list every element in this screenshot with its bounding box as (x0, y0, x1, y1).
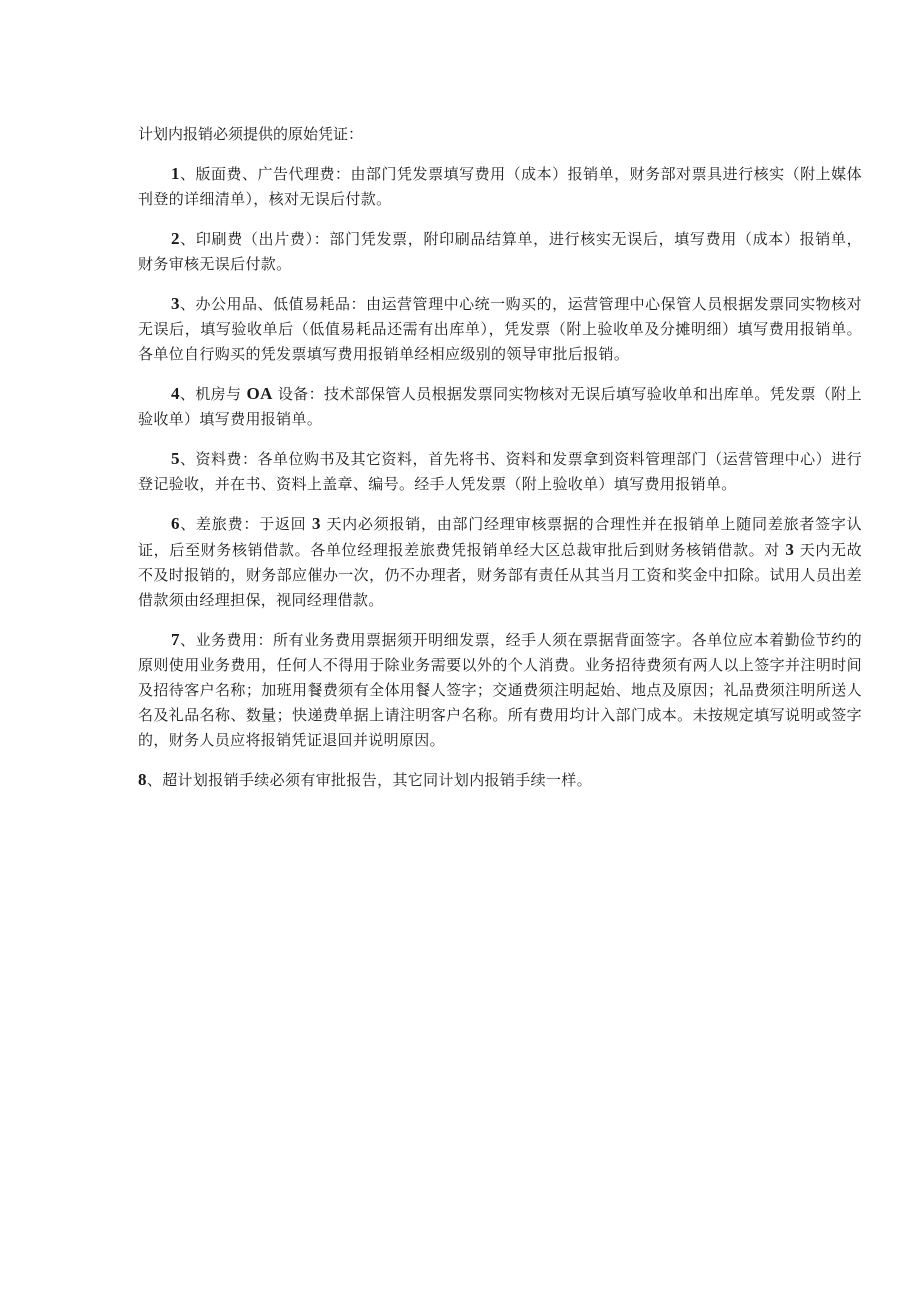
item-5 (138, 446, 862, 497)
intro-line: 计划内报销必须提供的原始凭证： (138, 125, 364, 143)
item-text: 、业务费用：所有业务费用票据须开明细发票，经手人须在票据背面签字。各单位应本着勤俭节约的原则使用业务费用，任何人不得用于除业务需要以外的个人消费。业务招待费须有两人以上签字并注明时间及招待客户名称；加班用餐费须有全体用餐人签字；交通费须注明起始、地点及原因；礼品费须注明所送人名及礼品名称、数量；快递费单据上请注明客户名称。所有费用均计入部门成本。未按规定填写说明或签字的，财务人员应将报销凭证退回并说明原因。 (138, 631, 862, 749)
days-count: 3 (311, 514, 321, 533)
item-text: 、机房与 (179, 385, 242, 403)
item-1 (138, 161, 862, 212)
item-text: 天内无故不及时报销的，财务部应催办一次，仍不办理者，财务部有责任从其当月工资和奖金中扣除。试用人员出差借款须由经理担保，视同经理借款。 (138, 541, 863, 609)
item-number: 8 (138, 770, 147, 789)
item-number: 7 (171, 630, 180, 649)
item-text: 、版面费、广告代理费：由部门凭发票填写费用（成本）报销单，财务部对票具进行核实（附上媒体刊登的详细清单），核对无误后付款。 (138, 165, 862, 208)
item-text: 、超计划报销手续必须有审批报告，其它同计划内报销手续一样。 (146, 771, 593, 789)
item-7 (138, 627, 862, 753)
item-4 (138, 381, 862, 432)
item-8 (138, 767, 862, 793)
item-text: 、印刷费（出片费）：部门凭发票，附印刷品结算单，进行核实无误后，填写费用（成本）报销单，财务审核无误后付款。 (138, 230, 862, 273)
document-body (138, 122, 862, 807)
item-number: 3 (171, 294, 180, 313)
item-6 (138, 511, 862, 613)
item-number: 6 (171, 514, 180, 533)
item-text: 、差旅费：于返回 (179, 515, 307, 533)
item-number: 2 (171, 229, 180, 248)
item-2 (138, 226, 862, 277)
item-number: 1 (171, 164, 180, 183)
item-text: 设备：技术部保管人员根据发票同实物核对无误后填写验收单和出库单。凭发票（附上验收单）填写费用报销单。 (138, 385, 862, 428)
item-text: 、资料费：各单位购书及其它资料，首先将书、资料和发票拿到资料管理部门（运营管理中心）进行登记验收，并在书、资料上盖章、编号。经手人凭发票（附上验收单）填写费用报销单。 (138, 450, 862, 493)
item-number: 4 (171, 384, 180, 403)
oa-term: OA (246, 384, 273, 403)
item-text: 天内必须报销，由部门经理审核票据的合理性并在报销单上随同差旅者签字认证，后至财务核销借款。各单位经理报差旅费凭报销单经大区总裁审批后到财务核销借款。对 (138, 515, 862, 559)
item-text: 、办公用品、低值易耗品：由运营管理中心统一购买的，运营管理中心保管人员根据发票同实物核对无误后，填写验收单后（低值易耗品还需有出库单），凭发票（附上验收单及分摊明细）填写费用报销单。各单位自行购买的凭发票填写费用报销单经相应级别的领导审批后报销。 (138, 295, 862, 363)
item-3 (138, 291, 862, 367)
item-number: 5 (171, 449, 180, 468)
days-count: 3 (785, 540, 795, 559)
